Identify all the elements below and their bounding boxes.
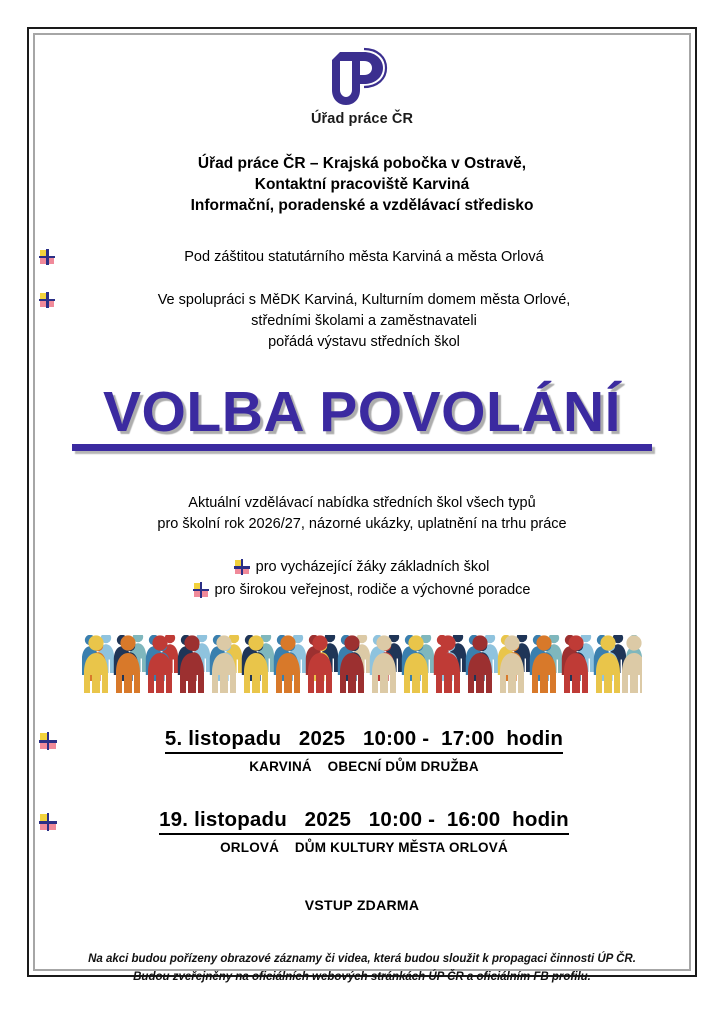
four-square-cross-bullet-icon (40, 293, 54, 307)
org-header-line-3: Informační, poradenské a vzdělávací středisko (190, 196, 534, 214)
logo-block (40, 36, 684, 127)
four-square-cross-bullet-icon (194, 583, 208, 597)
event-details (56, 727, 684, 774)
free-entry-notice: VSTUP ZDARMA (304, 897, 420, 914)
event-row (40, 727, 684, 774)
page-title: VOLBA POVOLÁNÍ (103, 379, 621, 444)
offer-line-2: pro školní rok 2026/27, názorné ukázky, uplatnění na trhu práce (157, 516, 567, 533)
four-square-cross-bullet-icon (40, 814, 56, 830)
four-square-cross-bullet-icon (235, 560, 249, 574)
audience-list (40, 556, 684, 601)
cooperation-text (54, 290, 684, 353)
four-square-cross-bullet-icon (40, 250, 54, 264)
cooperation-line-1: Ve spolupráci s MěDK Karviná, Kulturním domem města Orlové, (157, 291, 571, 308)
event-details (56, 808, 684, 855)
organisation-header (40, 154, 684, 217)
event-datetime: 19. listopadu 2025 10:00 - 16:00 hodin (159, 808, 569, 835)
poster-content (40, 36, 684, 983)
media-consent-disclaimer (40, 951, 684, 987)
audience-item-label: pro širokou veřejnost, rodiče a výchovné poradce (214, 581, 531, 598)
event-venue: KARVINÁ OBECNÍ DŮM DRUŽBA (249, 759, 479, 775)
audience-item-label: pro vycházející žáky základních škol (255, 559, 490, 576)
event-datetime: 5. listopadu 2025 10:00 - 17:00 hodin (165, 727, 563, 754)
patronage-text: Pod záštitou statutárního města Karviná a města Orlová (184, 248, 544, 265)
list-item (194, 579, 531, 601)
cooperation-row (40, 290, 684, 353)
org-header-line-2: Kontaktní pracoviště Karviná (254, 175, 470, 193)
cooperation-line-2: středními školami a zaměstnavateli (251, 312, 477, 329)
disclaimer-line-1: Na akci budou pořízeny obrazové záznamy či videa, která budou sloužit k propagaci činnosti ÚP ČR. (88, 953, 636, 966)
patronage-row (40, 247, 684, 268)
event-venue: ORLOVÁ DŮM KULTURY MĚSTA ORLOVÁ (220, 840, 508, 856)
cooperation-line-3: pořádá výstavu středních škol (268, 333, 460, 350)
crowd-svg (82, 635, 642, 693)
event-row (40, 808, 684, 855)
poster-title-block (40, 379, 684, 451)
offer-line-1: Aktuální vzdělávací nabídka středních škol všech typů (188, 494, 536, 511)
offer-description (40, 493, 684, 537)
four-square-cross-bullet-icon (40, 733, 56, 749)
logo-caption: Úřad práce ČR (310, 111, 414, 127)
list-item (235, 556, 490, 578)
org-header-line-1: Úřad práce ČR – Krajská pobočka v Ostravě, (197, 155, 527, 172)
title-underline-rule (72, 444, 652, 451)
disclaimer-line-2: Budou zveřejněny na oficiálních webových stránkách ÚP ČR a oficiálním FB profilu. (133, 970, 591, 983)
up-monogram-logo-icon (330, 46, 394, 108)
crowd-of-people-illustration (82, 635, 642, 693)
